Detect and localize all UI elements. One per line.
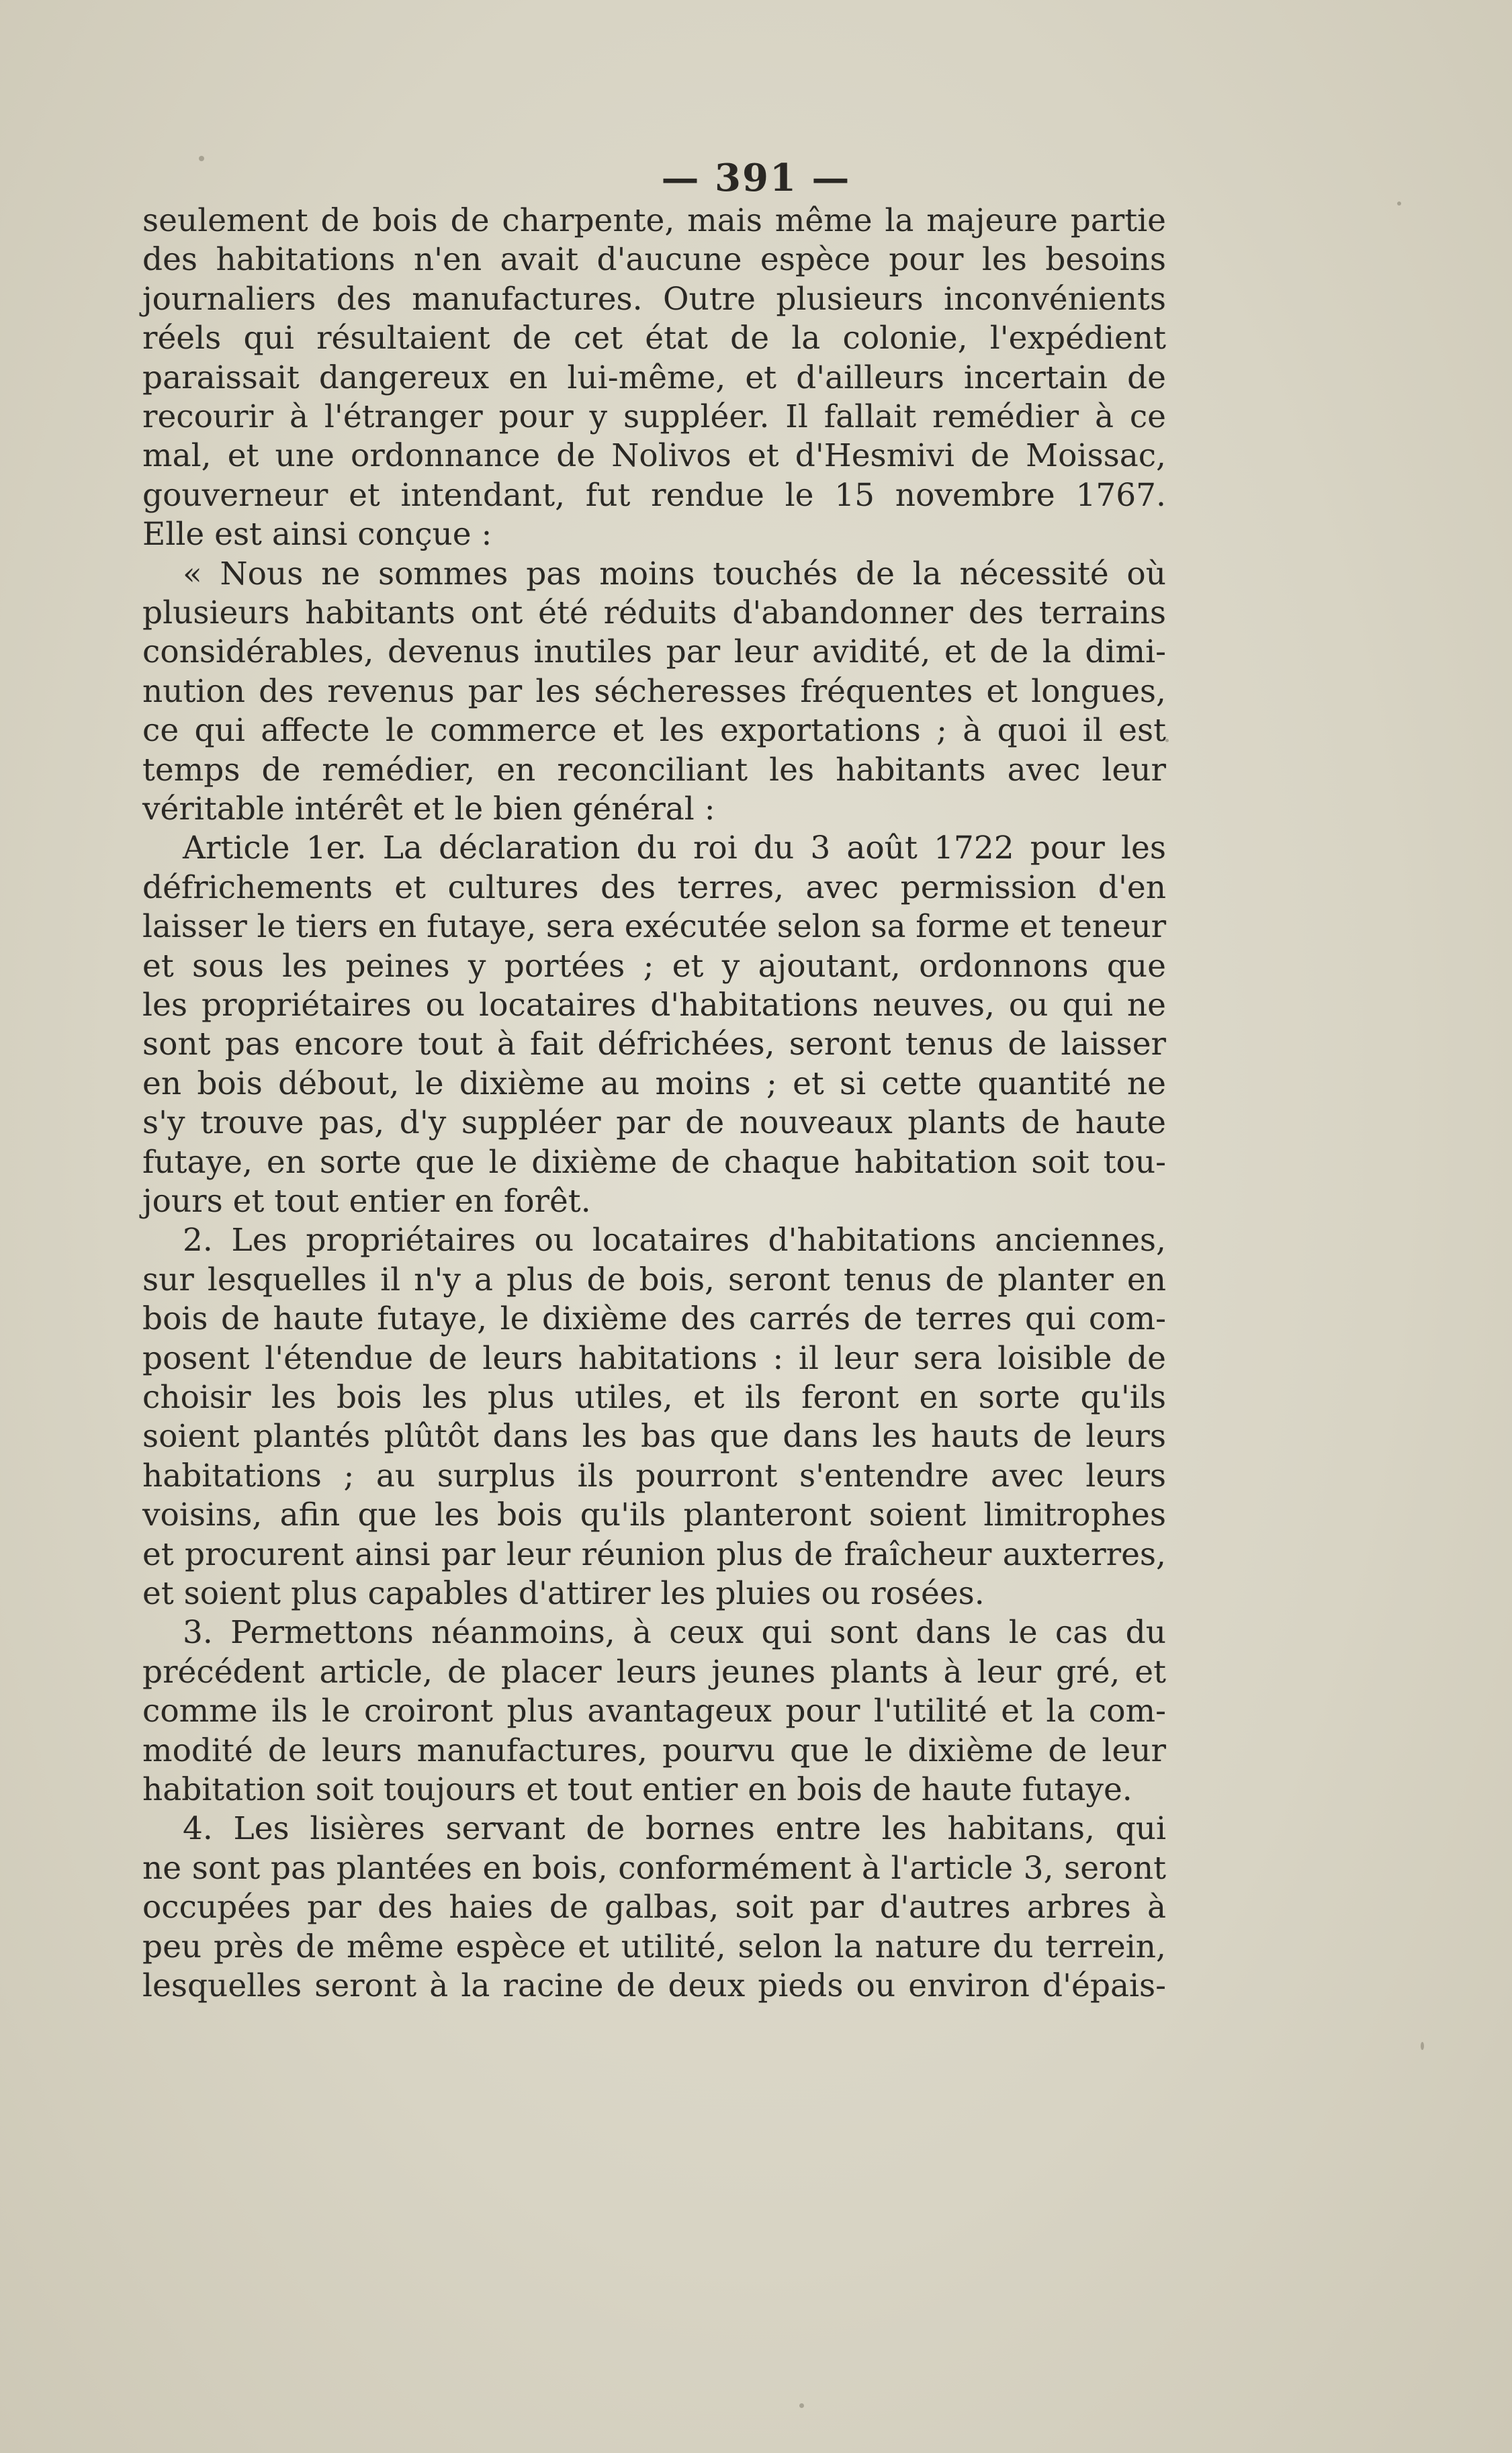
text-line: soient plantés plûtôt dans les bas que dans les hauts de leurs [142,1418,1166,1455]
text-line: s'y trouve pas, d'y suppléer par de nouveaux plants de haute [142,1104,1166,1141]
text-line: temps de remédier, en reconciliant les habitants avec leur [142,752,1166,789]
text-line: posent l'étendue de leurs habitations : il leur sera loisible de [142,1340,1166,1377]
text-line: voisins, afin que les bois qu'ils planteront soient limitrophes [142,1497,1166,1533]
text-line: Elle est ainsi conçue : [142,516,492,553]
text-line: gouverneur et intendant, fut rendue le 15 novembre 1767. [142,477,1166,514]
text-line: bois de haute futaye, le dixième des carrés de terres qui com- [142,1300,1166,1337]
text-line: paraissait dangereux en lui-même, et d'ailleurs incertain de [142,359,1166,396]
text-line: journaliers des manufactures. Outre plusieurs inconvénients [142,281,1166,318]
text-line: véritable intérêt et le bien général : [142,791,715,828]
text-line: et soient plus capables d'attirer les pluies ou rosées. [142,1575,985,1612]
text-line: Article 1er. La déclaration du roi du 3 août 1722 pour les [183,830,1166,866]
text-line: réels qui résultaient de cet état de la colonie, l'expédient [142,320,1166,357]
text-line: précédent article, de placer leurs jeunes plants à leur gré, et [142,1654,1166,1691]
text-line: seulement de bois de charpente, mais même la majeure partie [142,202,1166,239]
text-line: en bois débout, le dixième au moins ; et si cette quantité ne [142,1065,1166,1102]
text-line: habitations ; au surplus ils pourront s'entendre avec leurs [142,1458,1166,1495]
text-line: « Nous ne sommes pas moins touchés de la nécessité où [183,555,1166,592]
text-line: mal, et une ordonnance de Nolivos et d'Hesmivi de Moissac, [142,437,1166,474]
text-line: ne sont pas plantées en bois, conformément à l'article 3, seront [142,1850,1166,1887]
text-line: comme ils le croiront plus avantageux pour l'utilité et la com- [142,1693,1166,1730]
text-line: occupées par des haies de galbas, soit par d'autres arbres à [142,1889,1166,1926]
text-line: choisir les bois les plus utiles, et ils feront en sorte qu'ils [142,1379,1166,1416]
text-line: recourir à l'étranger pour y suppléer. Il fallait remédier à ce [142,398,1166,435]
paper-speck [1421,2042,1424,2050]
text-line: nution des revenus par les sécheresses fréquentes et longues, [142,673,1166,710]
text-line: et procurent ainsi par leur réunion plus de fraîcheur auxterres, [142,1536,1166,1573]
paper-speck [799,2403,804,2408]
text-line: 3. Permettons néanmoins, à ceux qui sont dans le cas du [183,1614,1166,1651]
text-line: jours et tout entier en forêt. [142,1183,591,1220]
text-line: défrichements et cultures des terres, avec permission d'en [142,869,1166,906]
text-line: lesquelles seront à la racine de deux pieds ou environ d'épais- [142,1967,1166,2004]
text-line: les propriétaires ou locataires d'habitations neuves, ou qui ne [142,987,1166,1024]
text-line: considérables, devenus inutiles par leur avidité, et de la dimi- [142,633,1166,670]
text-line: sur lesquelles il n'y a plus de bois, seront tenus de planter en [142,1261,1166,1298]
text-line: 2. Les propriétaires ou locataires d'habitations anciennes, [183,1222,1166,1259]
text-line: futaye, en sorte que le dixième de chaque habitation soit tou- [142,1144,1166,1181]
text-line: plusieurs habitants ont été réduits d'abandonner des terrains [142,594,1166,631]
text-line: habitation soit toujours et tout entier en bois de haute futaye. [142,1771,1132,1808]
text-line: peu près de même espèce et utilité, selon la nature du terrein, [142,1928,1166,1965]
text-line: des habitations n'en avait d'aucune espèce pour les besoins [142,241,1166,278]
text-line: et sous les peines y portées ; et y ajoutant, ordonnons que [142,948,1166,985]
text-line: laisser le tiers en futaye, sera exécutée selon sa forme et teneur [142,908,1166,945]
paper-speck [1397,202,1401,206]
text-line: ce qui affecte le commerce et les exportations ; à quoi il est [142,712,1166,749]
text-line: modité de leurs manufactures, pourvu que le dixième de leur [142,1732,1166,1769]
text-line: 4. Les lisières servant de bornes entre les habitans, qui [183,1810,1166,1847]
text-line: sont pas encore tout à fait défrichées, seront tenus de laisser [142,1026,1166,1063]
page-number: — 391 — [661,156,851,200]
